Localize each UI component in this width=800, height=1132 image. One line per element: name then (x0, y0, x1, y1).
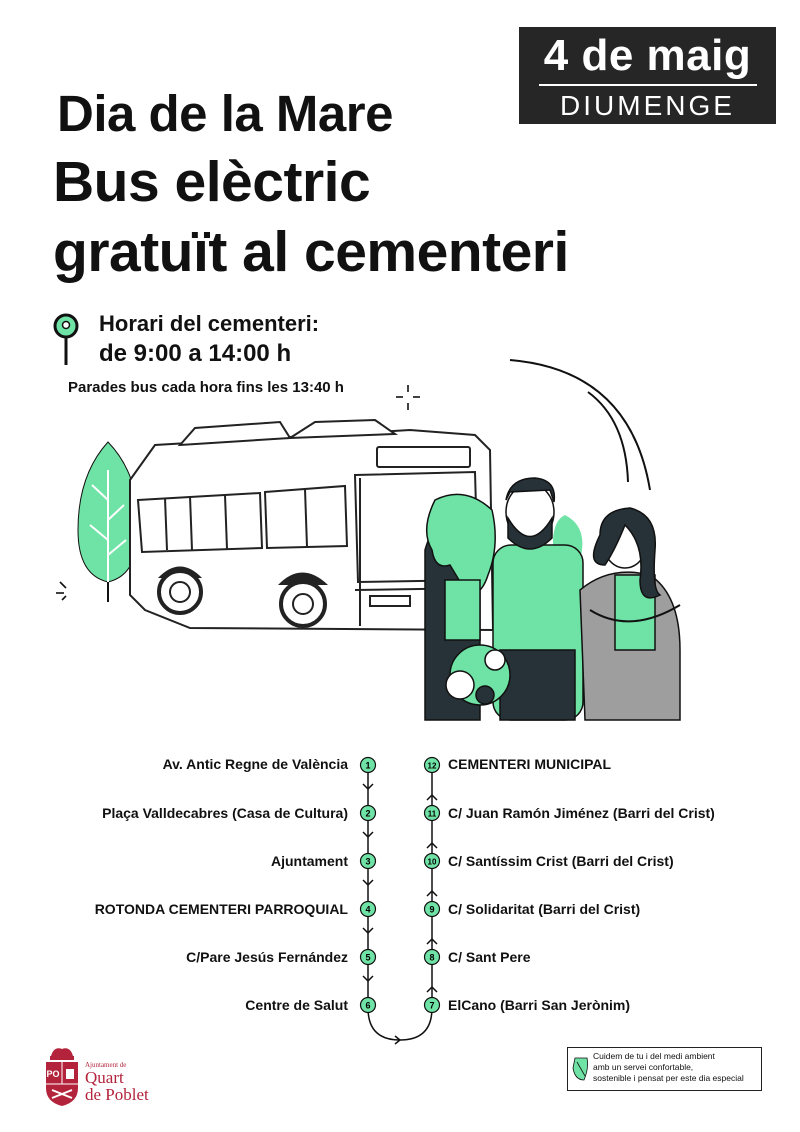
date-box (519, 27, 776, 124)
stop-1-label: Av. Antic Regne de València (162, 756, 348, 772)
stop-9-label: C/ Solidaritat (Barri del Crist) (448, 901, 641, 917)
environment-note (567, 1047, 762, 1091)
stop-3-marker (359, 852, 377, 870)
title-line-2: Bus elèctric (53, 150, 371, 214)
event-date: 4 de maig (543, 31, 752, 80)
stop-2-label: Plaça Valldecabres (Casa de Cultura) (102, 805, 348, 821)
note-line-3: sostenible i pensat per este dia especial (593, 1073, 744, 1083)
svg-text:8: 8 (429, 952, 435, 963)
stop-8-label: C/ Sant Pere (448, 949, 531, 965)
svg-text:10: 10 (427, 857, 437, 867)
stop-6-marker (359, 996, 377, 1014)
note-line-2: amb un servei confortable, (593, 1062, 694, 1072)
stop-10-label: C/ Santíssim Crist (Barri del Crist) (448, 853, 674, 869)
stop-10-marker (423, 852, 441, 870)
note-line-1: Cuidem de tu i del medi ambient (593, 1051, 715, 1061)
stop-12-label: CEMENTERI MUNICIPAL (448, 756, 612, 772)
svg-text:2: 2 (365, 808, 371, 819)
svg-text:9: 9 (429, 904, 435, 915)
stop-7-marker (423, 996, 441, 1014)
svg-text:5: 5 (365, 952, 371, 963)
logo-name-1: Quart (85, 1068, 124, 1087)
stop-5-marker (359, 948, 377, 966)
bus-family-illustration (40, 350, 760, 730)
stop-1-marker (359, 756, 377, 774)
svg-text:12: 12 (427, 761, 437, 771)
schedule-label: Horari del cementeri: (99, 311, 320, 336)
stop-4-marker (359, 900, 377, 918)
stop-4-label: ROTONDA CEMENTERI PARROQUIAL (94, 901, 348, 917)
svg-text:4: 4 (365, 904, 371, 915)
stop-3-label: Ajuntament (271, 853, 348, 869)
svg-text:6: 6 (365, 1000, 371, 1011)
svg-text:1: 1 (365, 760, 371, 771)
svg-text:3: 3 (365, 856, 371, 867)
logo-prefix: Ajuntament de (85, 1061, 127, 1069)
stop-11-marker (423, 804, 441, 822)
title-line-3: gratuït al cementeri (53, 220, 569, 284)
bus-frequency: Parades bus cada hora fins les 13:40 h (68, 379, 344, 396)
svg-text:11: 11 (427, 809, 437, 819)
note-text (593, 1051, 744, 1084)
svg-text:PO: PO (46, 1069, 60, 1079)
stop-5-label: C/Pare Jesús Fernández (186, 949, 348, 965)
leaf-icon (571, 1054, 591, 1084)
stop-12-marker (423, 756, 441, 774)
stop-2-marker (359, 804, 377, 822)
stop-11-label: C/ Juan Ramón Jiménez (Barri del Crist) (448, 805, 715, 821)
family-illustration (425, 478, 680, 720)
event-day: DIUMENGE (560, 90, 735, 121)
stop-7-label: ElCano (Barri San Jerònim) (448, 997, 631, 1013)
date-divider (539, 84, 757, 86)
town-shield-logo (42, 1044, 82, 1108)
stop-9-marker (423, 900, 441, 918)
schedule-hours: de 9:00 a 14:00 h (99, 340, 292, 367)
stop-6-label: Centre de Salut (245, 997, 348, 1013)
stop-8-marker (423, 948, 441, 966)
town-logo-text (85, 1061, 149, 1103)
svg-text:7: 7 (429, 1000, 435, 1011)
title-line-1: Dia de la Mare (57, 85, 393, 142)
logo-name-2: de Poblet (85, 1085, 149, 1104)
